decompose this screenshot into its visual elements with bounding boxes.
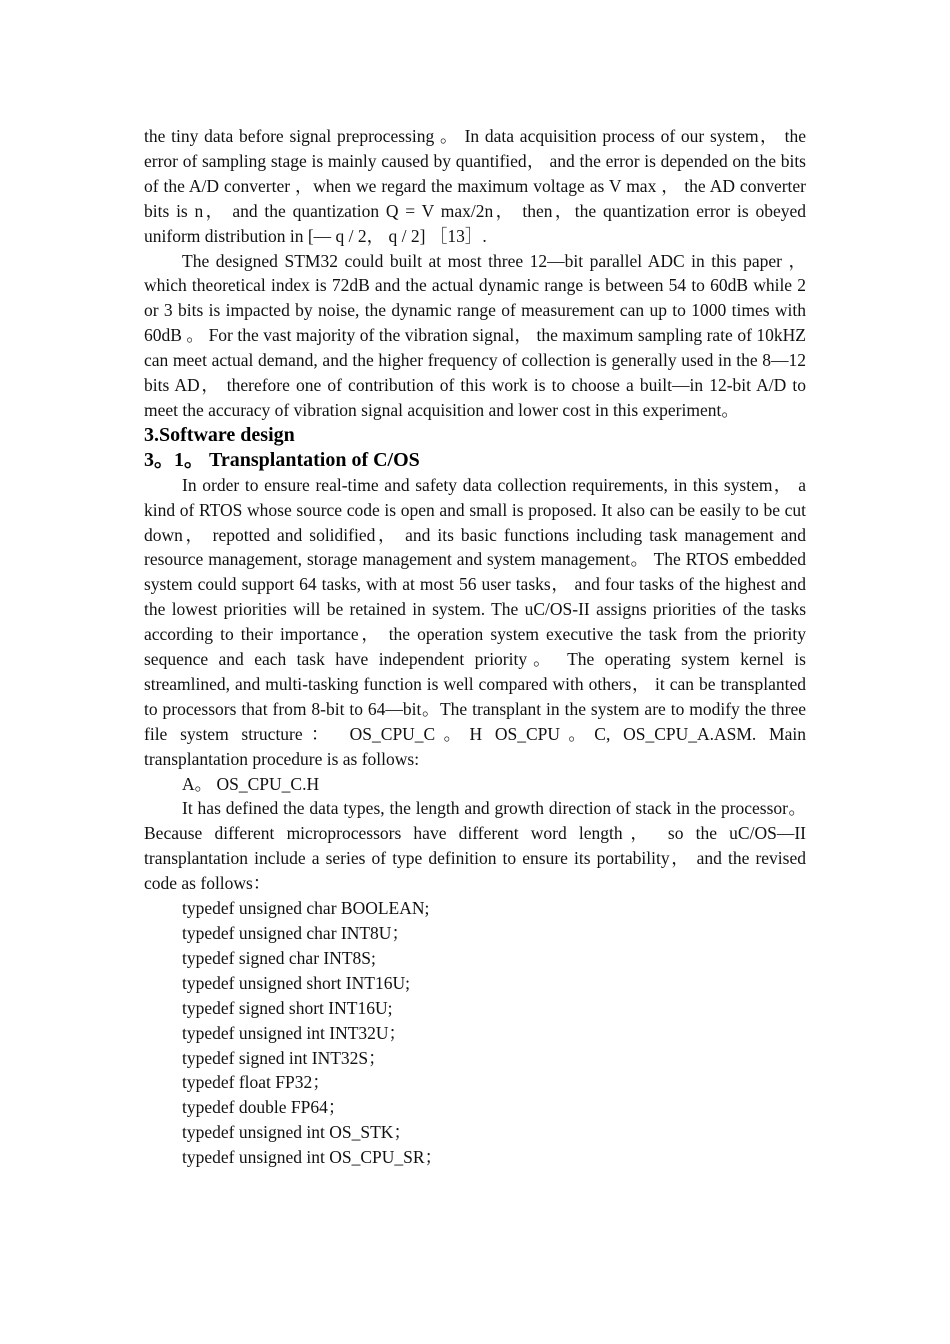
section-heading: 3.Software design bbox=[144, 423, 295, 446]
code-line: typedef unsigned int INT32U； bbox=[182, 1022, 407, 1043]
code-line: typedef unsigned char BOOLEAN; bbox=[182, 898, 430, 919]
paragraph-quantization-error: the tiny data before signal preprocessing 。 In data acquisition process of our system， the error of sampling stage is mainly caused by quantified， and the error is depended on the bits of the A/D converter ，when we regard the maximum voltage as V max ， the AD converter bits is n， and the quantization Q = V max/2n， then，the quantization error is obeyed uniform distribution in [— q / 2， q / 2] ［13］. bbox=[144, 126, 806, 246]
subsection-heading: 3。1。 Transplantation of C/OS bbox=[144, 448, 420, 471]
code-line: typedef unsigned short INT16U; bbox=[182, 972, 410, 993]
code-line: typedef double FP64； bbox=[182, 1097, 346, 1118]
code-line: typedef signed char INT8S; bbox=[182, 947, 376, 968]
paragraph-data-types: It has defined the data types, the length and growth direction of stack in the processor。 Because different microprocessors have different word length， so the uC/OS—II transplantation include a series of type definition to ensure its portability， and the revised code as follows： bbox=[144, 798, 806, 894]
body-text bbox=[144, 124, 806, 1170]
typedef-code-list bbox=[144, 896, 806, 1170]
code-line: typedef unsigned int OS_CPU_SR； bbox=[182, 1147, 443, 1168]
paragraph-adc-design: The designed STM32 could built at most three 12—bit parallel ADC in this paper ， which theoretical index is 72dB and the actual dynamic range is between 54 to 60dB while 2 or 3 bits is impacted by noise, the dynamic range of measurement can up to 1000 times with 60dB 。 For the vast majority of the vibration signal， the maximum sampling rate of 10kHZ can meet actual demand, and the higher frequency of collection is generally used in the 8—12 bits AD， therefore one of contribution of this work is to choose a built—in 12-bit A/D to meet the accuracy of vibration signal acquisition and lower cost in this experiment。 bbox=[144, 250, 806, 420]
subsection-label: A。 OS_CPU_C.H bbox=[182, 773, 320, 794]
code-line: typedef signed int INT32S； bbox=[182, 1047, 386, 1068]
code-line: typedef unsigned int OS_STK； bbox=[182, 1122, 411, 1143]
code-line: typedef signed short INT16U; bbox=[182, 997, 393, 1018]
paragraph-rtos: In order to ensure real-time and safety data collection requirements, in this system， a kind of RTOS whose source code is open and small is proposed. It also can be easily to be cut down， repotted and solidified， and its basic functions including task management and resource management, storage management and system management。 The RTOS embedded system could support 64 tasks, with at most 56 user tasks， and four tasks of the highest and the lowest priorities will be retained in system. The uC/OS-II assigns priorities of the tasks according to their importance， the operation system executive the task from the priority sequence and each task have independent priority。 The operating system kernel is streamlined, and multi-tasking function is well compared with others， it can be transplanted to processors that from 8-bit to 64—bit。The transplant in the system are to modify the three file system structure： OS_CPU_C。H OS_CPU。C, OS_CPU_A.ASM. Main transplantation procedure is as follows: bbox=[144, 474, 806, 769]
code-line: typedef unsigned char INT8U； bbox=[182, 923, 409, 943]
code-line: typedef float FP32； bbox=[182, 1072, 330, 1093]
